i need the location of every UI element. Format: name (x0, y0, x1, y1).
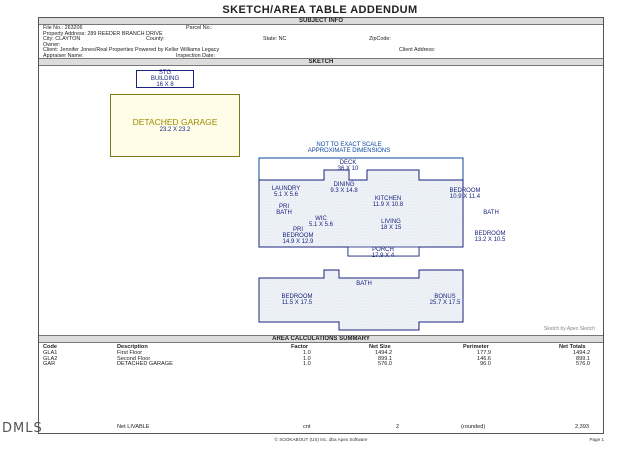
subject-info-header: SUBJECT INFO (39, 18, 603, 25)
col-code: Code (43, 344, 57, 350)
net-livable-count: 2 (396, 424, 400, 430)
row-1-factor: 1.0 (303, 350, 311, 356)
subject-info-section (39, 25, 603, 59)
row-1-perimeter: 177.9 (477, 350, 491, 356)
stg-label-2: BUILDING (150, 76, 180, 82)
col-net-size: Net Size (369, 344, 391, 350)
row-3-net-totals: 576.0 (576, 361, 590, 367)
row-1-description: First Floor (117, 350, 143, 356)
row-2-perimeter: 146.6 (477, 355, 491, 362)
bedroom-2-dimensions: 13.2 X 10.5 (474, 237, 506, 243)
bedroom-2-name: BEDROOM (474, 231, 506, 237)
living-dimensions: 18 X 15 (380, 225, 402, 231)
col-description: Description (117, 344, 148, 350)
city: City: CLAYTON (43, 36, 81, 42)
scale-note-line-1: NOT TO EXACT SCALE (316, 142, 382, 148)
dining-name: DINING (333, 182, 355, 188)
inspection-date: Inspection Date: (176, 52, 215, 59)
row-2-code: GLA2 (43, 355, 58, 362)
col-perimeter: Perimeter (463, 344, 489, 350)
copyright-text: © SOOKABOUT (US) Inc. dba Apex Software (274, 437, 368, 442)
sketch-credit: Sketch by Apex Sketch (543, 326, 595, 332)
page-number: Page 1 (589, 437, 604, 442)
row-1-net-totals: 1494.2 (573, 350, 591, 356)
area-calc-table (39, 343, 603, 433)
stg-label: STG (158, 70, 172, 76)
living-name: LIVING (381, 219, 401, 225)
row-3-description: DETACHED GARAGE (117, 361, 173, 367)
bath-1-name: BATH (483, 210, 499, 216)
deck-name: DECK (339, 160, 357, 166)
pri-bedroom-dimensions: 14.9 X 12.9 (282, 239, 314, 245)
row-1-code: GLA1 (43, 350, 58, 356)
dining-dimensions: 9.3 X 14.8 (330, 188, 358, 194)
net-livable-rounded-label: (rounded) (461, 424, 486, 430)
file-no: File No.: 263206 (43, 25, 83, 31)
sketch-area (39, 66, 603, 336)
garage-dimensions: 23.2 X 23.2 (159, 127, 191, 133)
porch-dimensions: 17.9 X 4 (371, 253, 395, 259)
parcel-no: Parcel No.: (186, 25, 213, 31)
owner: Owner: (43, 41, 61, 48)
pri-bath-name-2: BATH (276, 210, 292, 216)
room-laundry (264, 186, 308, 198)
pri-bedroom-name-2: BEDROOM (282, 233, 314, 239)
page-title: SKETCH/AREA TABLE ADDENDUM (222, 4, 418, 16)
laundry-name: LAUNDRY (271, 186, 301, 192)
bonus-dimensions: 25.7 X 17.5 (429, 300, 461, 306)
net-livable-label: Net LIVABLE (117, 424, 150, 430)
appraiser-name: Appraiser Name: (43, 52, 84, 59)
row-2-factor: 1.0 (303, 355, 311, 362)
row-1-net-size: 1494.2 (375, 350, 393, 356)
room-pri-bedroom (272, 227, 324, 245)
county: County: (146, 36, 165, 42)
row-3-net-size: 576.0 (378, 361, 392, 367)
area-calc-header: AREA CALCULATIONS SUMMARY (39, 336, 603, 343)
bath-2-name: BATH (356, 281, 372, 287)
kitchen-dimensions: 11.9 X 10.8 (372, 202, 404, 208)
client-address: Client Address: (399, 47, 436, 53)
room-bedroom-2 (465, 231, 515, 243)
row-2-description: Second Floor (117, 355, 151, 362)
sketch-header: SKETCH (39, 59, 603, 66)
pri-bath-name: PRI (278, 204, 289, 210)
laundry-dimensions: 5.1 X 5.6 (273, 192, 299, 198)
zipcode: ZipCode: (369, 36, 391, 42)
client: Client: Jennifer Jones/Real Properties Powered by Keller Williams Legacy (43, 47, 220, 53)
wic-name: WIC (315, 216, 327, 222)
row-3-factor: 1.0 (303, 361, 311, 367)
room-kitchen (359, 196, 417, 208)
room-bath-1 (476, 210, 506, 216)
row-2-net-totals: 899.1 (576, 355, 590, 362)
net-livable-total: 2,393 (575, 424, 589, 430)
porch-name: PORCH (372, 247, 394, 253)
bedroom-1-dimensions: 10.9 X 11.4 (449, 194, 481, 200)
stg-dimensions: 16 X 8 (156, 82, 174, 88)
property-address: Property Address: 289 REEDER BRANCH DRIVE (43, 30, 163, 37)
row-3-code: GAR (43, 361, 56, 367)
room-porch (351, 247, 415, 259)
col-net-totals: Net Totals (559, 344, 586, 350)
scale-note-line-2: APPROXIMATE DIMENSIONS (307, 148, 391, 154)
room-pri-bath (271, 204, 297, 216)
room-bedroom-3 (269, 294, 325, 306)
deck-label (303, 160, 393, 172)
bedroom-3-name: BEDROOM (281, 294, 313, 300)
bonus-name: BONUS (434, 294, 456, 300)
room-bedroom-1 (437, 188, 493, 200)
kitchen-name: KITCHEN (374, 196, 402, 202)
room-dining (319, 182, 369, 194)
state: State: NC (263, 36, 287, 42)
room-living (371, 219, 411, 231)
deck-dimensions: 36 X 10 (337, 166, 359, 172)
row-3-perimeter: 96.0 (480, 361, 491, 367)
garage-label: DETACHED GARAGE (132, 117, 218, 127)
addendum-form (38, 17, 604, 434)
wic-dimensions: 5.1 X 5.6 (308, 222, 334, 228)
room-bonus (415, 294, 475, 306)
room-bath-2 (349, 281, 379, 287)
pri-bedroom-name: PRI (292, 227, 303, 233)
row-2-net-size: 899.1 (378, 355, 392, 362)
net-livable-cnt-label: cnt (303, 424, 311, 430)
bedroom-1-name: BEDROOM (449, 188, 481, 194)
mls-watermark: DMLS (2, 421, 43, 436)
bedroom-3-dimensions: 11.5 X 17.5 (281, 300, 313, 306)
col-factor: Factor (291, 344, 309, 350)
